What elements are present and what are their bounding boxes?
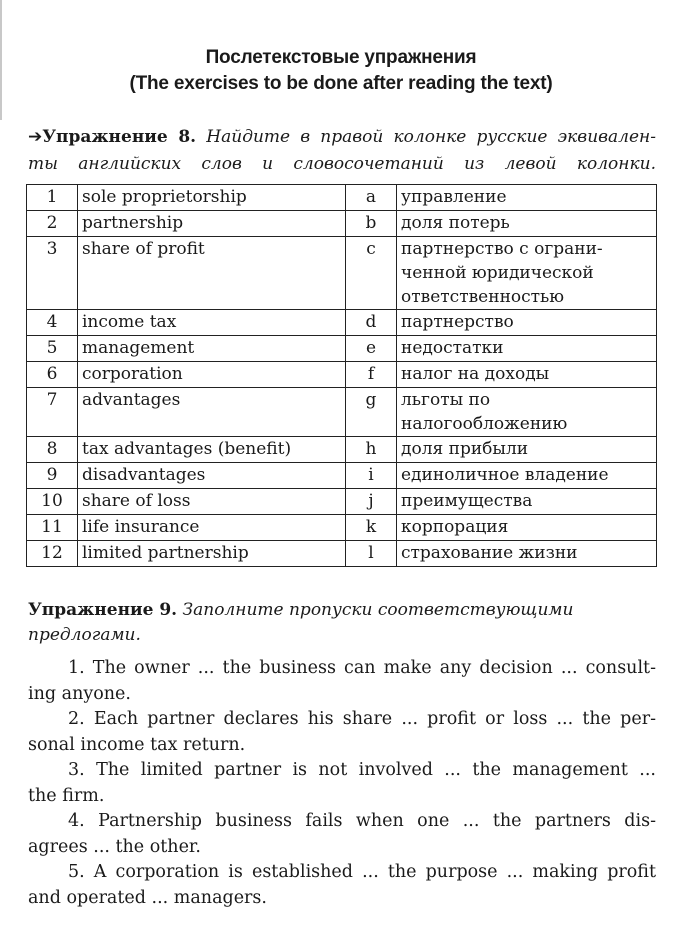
page-subtitle: (The exercises to be done after reading the text) [129,73,553,94]
english-term: corporation [78,362,346,388]
row-letter: e [346,336,397,362]
row-letter: l [346,541,397,567]
exercise-8-label: Упражнение 8. [42,127,197,147]
page-title: Послетекстовые упражнения [205,47,477,68]
english-term: income tax [78,310,346,336]
russian-equivalent: недостатки [397,336,657,362]
english-term: sole proprietorship [78,185,346,211]
table-row [27,362,657,388]
russian-equivalent: налог на доходы [397,362,657,388]
row-letter: k [346,515,397,541]
exercise-item [28,656,656,707]
english-term: life insurance [78,515,346,541]
row-number: 4 [27,310,78,336]
table-row [27,388,657,437]
row-letter: d [346,310,397,336]
russian-equivalent: корпорация [397,515,657,541]
exercise-item [28,860,656,911]
exercise-8-line1 [28,124,656,151]
row-letter: a [346,185,397,211]
english-term: disadvantages [78,463,346,489]
arrow-right-icon: ➔ [28,127,43,147]
russian-equivalent: партнерство с ограни-ченной юридической ответственностью [397,237,657,310]
table-row [27,237,657,310]
exercise-item-line1: 2. Each partner declares his share ... profit or loss ... the per- [68,709,656,729]
row-letter: h [346,437,397,463]
row-number: 2 [27,211,78,237]
english-term: share of loss [78,489,346,515]
row-letter: c [346,237,397,310]
exercise-item-line1: 4. Partnership business fails when one ... the partners dis- [68,811,656,831]
english-term: management [78,336,346,362]
row-number: 3 [27,237,78,310]
table-row [27,541,657,567]
exercise-item-line2: and operated ... managers. [28,887,267,908]
exercise-item [28,707,656,758]
exercise-9-items [28,656,656,911]
table-row [27,336,657,362]
row-number: 5 [27,336,78,362]
table-row [27,211,657,237]
row-letter: i [346,463,397,489]
exercise-item-line1: 1. The owner ... the business can make any decision ... consult- [68,658,656,678]
row-letter: g [346,388,397,437]
row-number: 8 [27,437,78,463]
table-row [27,310,657,336]
exercise-8-task-line2: ты английских слов и словосочетаний из левой колонки. [28,154,656,174]
row-number: 11 [27,515,78,541]
row-letter: b [346,211,397,237]
row-number: 12 [27,541,78,567]
russian-equivalent: доля потерь [397,211,657,237]
vocabulary-table [26,184,657,567]
exercise-item-line2: agrees ... the other. [28,836,201,857]
exercise-item-line2: the firm. [28,785,105,806]
row-number: 10 [27,489,78,515]
english-term: tax advantages (benefit) [78,437,346,463]
english-term: partnership [78,211,346,237]
row-number: 9 [27,463,78,489]
russian-equivalent: страхование жизни [397,541,657,567]
table-row [27,437,657,463]
exercise-8-task-line1: Найдите в правой колонке русские эквивален- [206,127,656,147]
english-term: advantages [78,388,346,437]
russian-equivalent: льготы по налогообложению [397,388,657,437]
english-term: limited partnership [78,541,346,567]
exercise-item [28,809,656,860]
row-number: 7 [27,388,78,437]
table-row [27,463,657,489]
russian-equivalent: доля прибыли [397,437,657,463]
russian-equivalent: партнерство [397,310,657,336]
russian-equivalent: единоличное владение [397,463,657,489]
english-term: share of profit [78,237,346,310]
row-number: 1 [27,185,78,211]
table-row [27,489,657,515]
exercise-item [28,758,656,809]
exercise-8-instructions [28,124,656,178]
russian-equivalent: управление [397,185,657,211]
exercise-item-line1: 3. The limited partner is not involved ... the management ... [68,760,656,780]
exercise-item-line2: sonal income tax return. [28,734,246,755]
row-number: 6 [27,362,78,388]
exercise-item-line2: ing anyone. [28,683,131,704]
exercise-9-label: Упражнение 9. [28,600,178,620]
table-row [27,185,657,211]
row-letter: f [346,362,397,388]
exercise-item-line1: 5. A corporation is established ... the purpose ... making profit [68,862,656,882]
exercise-9-instructions [28,598,656,648]
exercise-9-task: Заполните пропуски соответствующими предлогами. [28,600,574,645]
row-letter: j [346,489,397,515]
russian-equivalent: преимущества [397,489,657,515]
table-row [27,515,657,541]
